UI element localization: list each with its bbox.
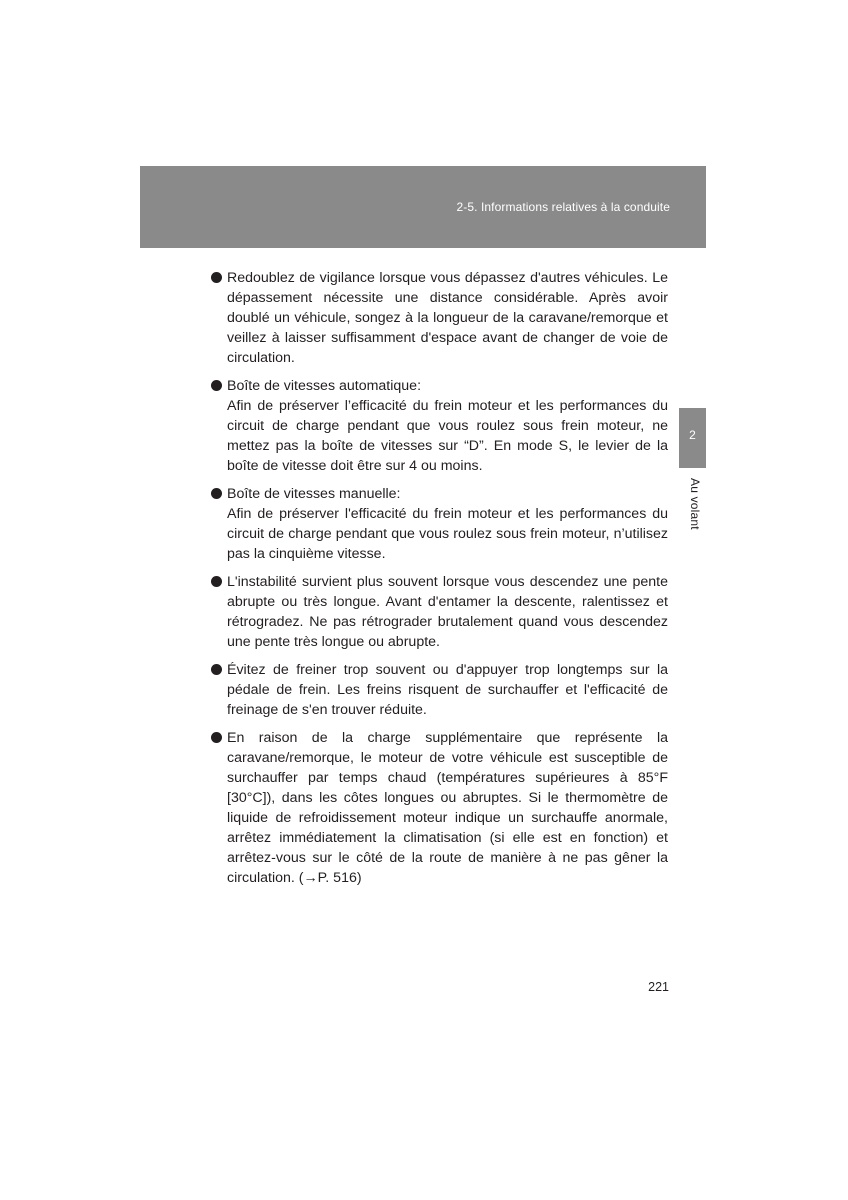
chapter-number: 2 — [689, 428, 696, 442]
bullet-text: Redoublez de vigilance lorsque vous dépassez d'autres véhicules. Le dépassement nécessite une distance considérable. Après avoir doublé un véhicule, songez à la longueur de la caravane/remorque et veillez à laisser suffisamment d'espace avant de changer de voie de circulation. — [227, 270, 668, 366]
bullet-item-overheating — [210, 728, 668, 888]
bullet-text: L'instabilité survient plus souvent lorsque vous descendez une pente abrupte ou très longue. Avant d'entamer la descente, ralentissez et rétrogradez. Ne pas rétrograder brutalement quand vous descendez une pente très longue ou abrupte. — [227, 574, 668, 650]
bullet-dot-icon — [211, 576, 222, 587]
bullet-dot-icon — [211, 380, 222, 391]
bullet-heading: Boîte de vitesses manuelle: — [227, 486, 401, 502]
bullet-item-braking — [210, 660, 668, 720]
page-number: 221 — [648, 980, 669, 994]
bullet-text: Afin de préserver l'efficacité du frein moteur et les performances du circuit de charge pendant que vous roulez sous frein moteur, n’utilisez pas la cinquième vitesse. — [227, 506, 668, 562]
bullet-item-manual-gearbox — [210, 484, 668, 564]
section-title: 2-5. Informations relatives à la conduite — [456, 200, 670, 214]
bullet-list — [210, 268, 668, 896]
chapter-tab — [679, 408, 706, 468]
chapter-label: Au volant — [688, 478, 702, 530]
bullet-heading: Boîte de vitesses automatique: — [227, 378, 422, 394]
bullet-dot-icon — [211, 488, 222, 499]
section-header-band — [140, 166, 706, 248]
bullet-dot-icon — [211, 664, 222, 675]
bullet-item-descent — [210, 572, 668, 652]
bullet-text: Évitez de freiner trop souvent ou d'appuyer trop longtemps sur la pédale de frein. Les freins risquent de surchauffer et l'efficacité de freinage de s'en trouver réduite. — [227, 662, 668, 718]
bullet-dot-icon — [211, 732, 222, 743]
bullet-item-automatic-gearbox — [210, 376, 668, 476]
bullet-text: Afin de préserver l’efficacité du frein moteur et les performances du circuit de charge pendant que vous roulez sous frein moteur, ne mettez pas la boîte de vitesses sur “D”. En mode S, le levier de la boîte de vitesse doit être sur 4 ou moins. — [227, 398, 668, 474]
bullet-dot-icon — [211, 272, 222, 283]
bullet-item-overtaking — [210, 268, 668, 368]
bullet-text: En raison de la charge supplémentaire que représente la caravane/remorque, le moteur de votre véhicule est susceptible de surchauffer par temps chaud (températures supérieures à 85°F [30°C]), dans les côtes longues ou abruptes. Si le thermomètre de liquide de refroidissement moteur indique un surchauffe anormale, arrêtez immédiatement la climatisation (si elle est en fonction) et arrêtez-vous sur le côté de la route de manière à ne pas gêner la circulation. (→P. 516) — [227, 730, 668, 886]
